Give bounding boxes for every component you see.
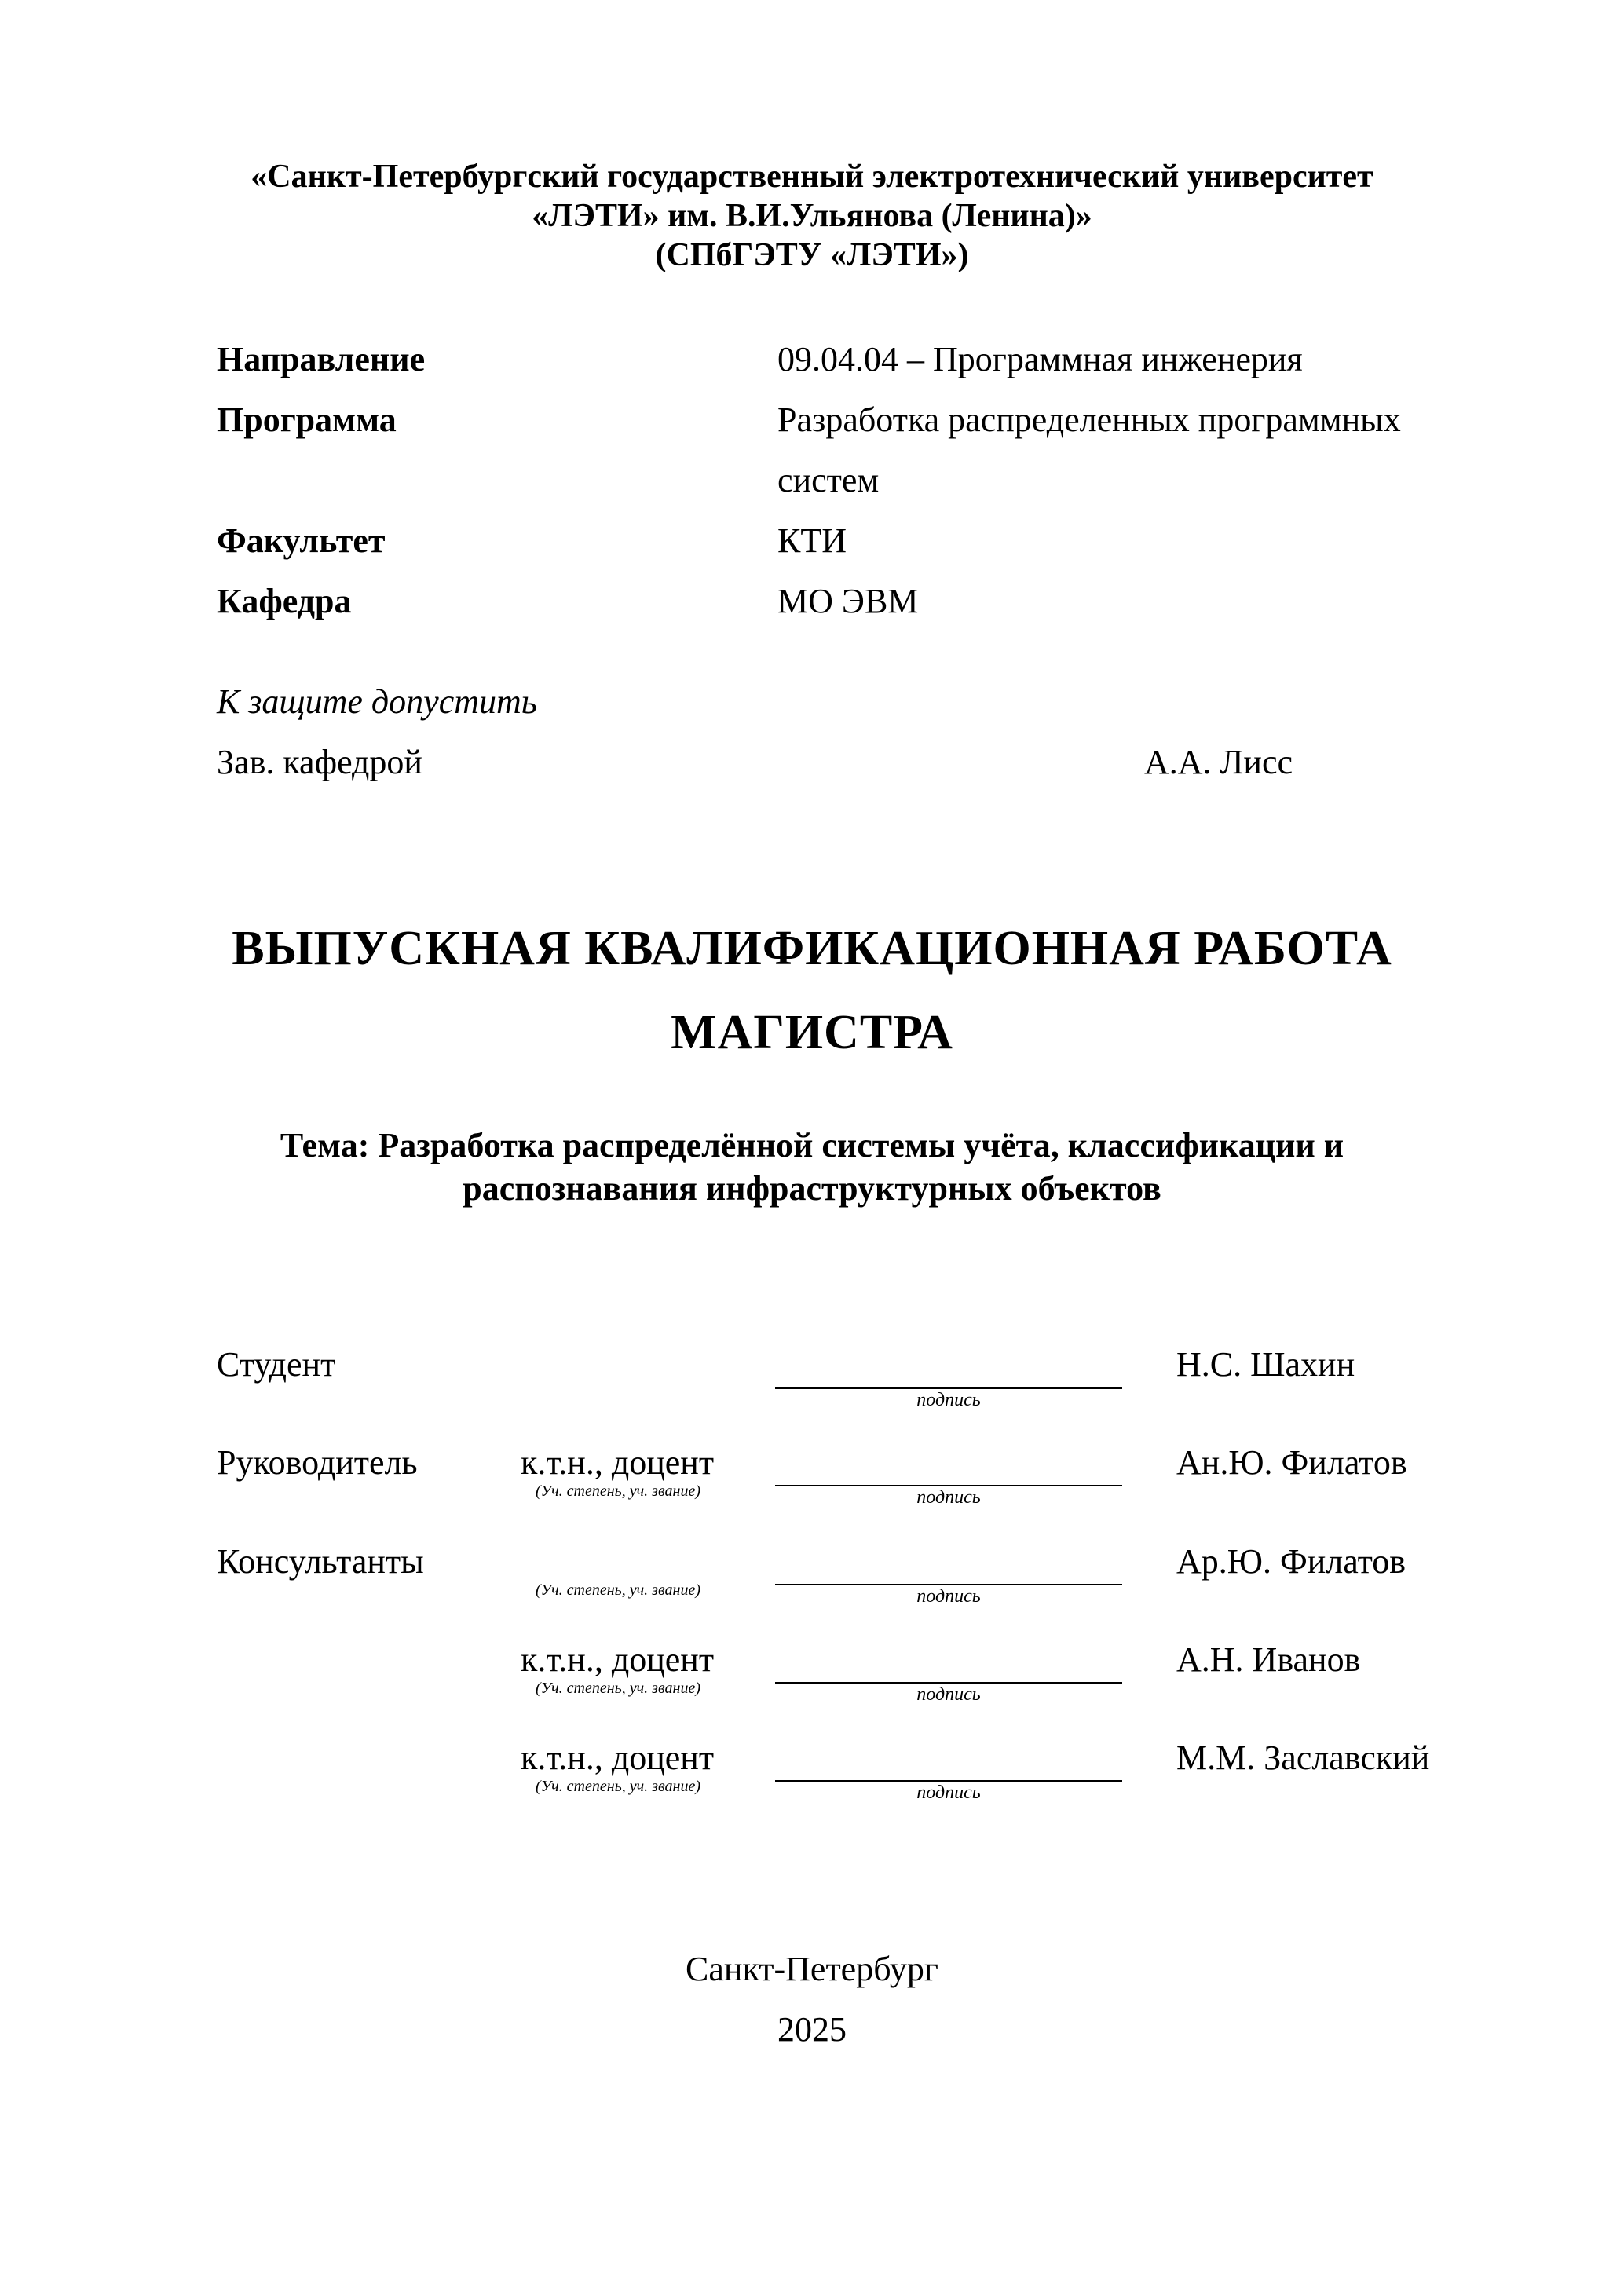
admit-to-defense: К защите допустить (217, 682, 537, 721)
department-label: Кафедра (217, 582, 352, 620)
consultant3-signature-line (775, 1780, 1122, 1782)
student-name: Н.С. Шахин (1176, 1345, 1355, 1384)
university-name-line1: «Санкт-Петербургский государственный электротехнический университет (251, 159, 1373, 195)
theme-line2: распознавания инфраструктурных объектов (463, 1169, 1161, 1208)
student-signature-line (775, 1387, 1122, 1389)
student-label: Студент (217, 1345, 336, 1384)
faculty-value: КТИ (777, 521, 847, 560)
consultant2-name: А.Н. Иванов (1176, 1640, 1361, 1679)
head-of-department-label: Зав. кафедрой (217, 743, 422, 781)
program-label: Программа (217, 400, 397, 439)
head-of-department-name: А.А. Лисс (1144, 743, 1293, 781)
supervisor-label: Руководитель (217, 1443, 418, 1482)
university-name-line2: «ЛЭТИ» им. В.И.Ульянова (Ленина)» (532, 198, 1092, 234)
thesis-title-line2: МАГИСТРА (671, 1006, 953, 1059)
supervisor-degree-hint: (Уч. степень, уч. звание) (536, 1483, 700, 1500)
year: 2025 (777, 2010, 847, 2049)
consultant2-degree: к.т.н., доцент (521, 1640, 715, 1679)
university-abbrev: (СПбГЭТУ «ЛЭТИ») (655, 237, 969, 273)
consultant2-signature-hint: подпись (916, 1684, 981, 1705)
supervisor-degree: к.т.н., доцент (521, 1443, 715, 1482)
student-signature-hint: подпись (916, 1390, 981, 1410)
consultant3-signature-hint: подпись (916, 1782, 981, 1803)
consultant2-degree-hint: (Уч. степень, уч. звание) (536, 1680, 700, 1697)
program-value: Разработка распределенных программных (777, 400, 1401, 439)
supervisor-signature-hint: подпись (916, 1487, 981, 1508)
department-value: МО ЭВМ (777, 582, 919, 620)
supervisor-name: Ан.Ю. Филатов (1176, 1443, 1407, 1482)
direction-value: 09.04.04 – Программная инженерия (777, 340, 1303, 378)
consultant2-signature-line (775, 1682, 1122, 1684)
consultant3-name: М.М. Заславский (1176, 1738, 1430, 1777)
consultant3-degree: к.т.н., доцент (521, 1738, 715, 1777)
faculty-label: Факультет (217, 521, 386, 560)
program-value-cont: систем (777, 461, 880, 499)
consultant1-signature-hint: подпись (916, 1586, 981, 1607)
consultants-label: Консультанты (217, 1542, 424, 1581)
consultant3-degree-hint: (Уч. степень, уч. звание) (536, 1778, 700, 1795)
consultant1-signature-line (775, 1584, 1122, 1585)
consultant1-name: Ар.Ю. Филатов (1176, 1542, 1406, 1581)
thesis-title-line1: ВЫПУСКНАЯ КВАЛИФИКАЦИОННАЯ РАБОТА (232, 922, 1392, 975)
city: Санкт-Петербург (686, 1950, 938, 1988)
theme-line1: Тема: Разработка распределённой системы учёта, классификации и (280, 1126, 1344, 1164)
direction-label: Направление (217, 340, 426, 378)
consultant1-degree-hint: (Уч. степень, уч. звание) (536, 1581, 700, 1599)
supervisor-signature-line (775, 1485, 1122, 1486)
